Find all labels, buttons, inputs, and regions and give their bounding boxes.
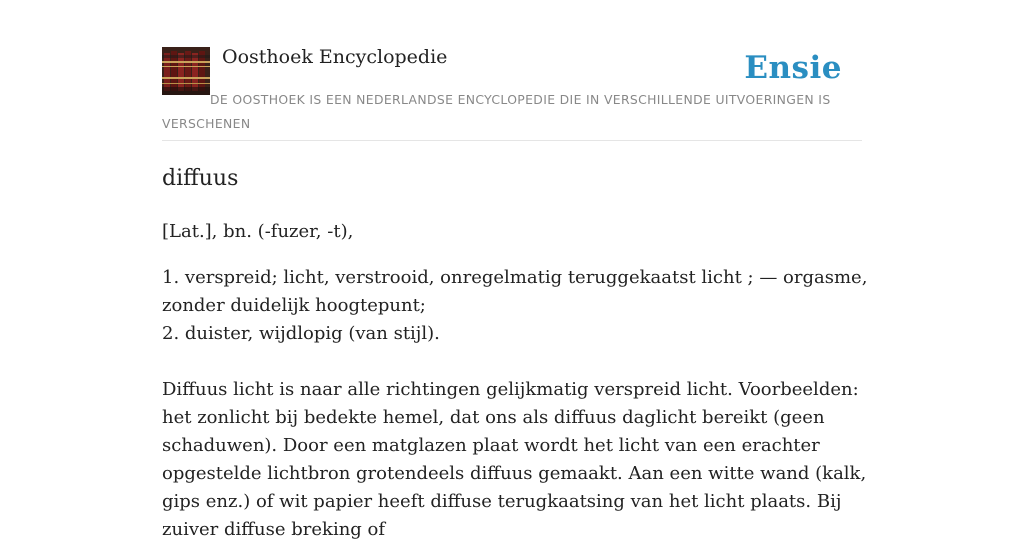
definition-item: 1. verspreid; licht, verstrooid, onregelmatig teruggekaatst licht ; — orgasme, zonder duidelijk hoogtepunt; [162,267,868,316]
site-tagline: DE OOSTHOEK IS EEN NEDERLANDSE ENCYCLOPEDIE DIE IN VERSCHILLENDE UITVOERINGEN IS VERSCHENEN [162,92,831,131]
entry-headword: diffuus [162,166,239,191]
entry-definitions [162,264,868,348]
site-header [162,44,862,141]
definition-item: 2. duister, wijdlopig (van stijl). [162,323,440,344]
entry-etymology: [Lat.], bn. (-fuzer, -t), [162,221,354,242]
brand-logo[interactable]: Ensie [744,50,842,86]
entry-content [162,160,868,544]
site-title[interactable]: Oosthoek Encyclopedie [222,46,448,68]
entry-body: Diffuus licht is naar alle richtingen gelijkmatig verspreid licht. Voorbeelden: het zonlicht bij bedekte hemel, dat ons als diffuus daglicht bereikt (geen schaduwen). Door een matglazen plaat wordt het licht van een erachter opgestelde lichtbron grotendeels diffuus gemaakt. Aan een witte wand (kalk, gips enz.) of wit papier heeft diffuse terugkaatsing van het licht plaats. Bij zuiver diffuse breking of [162,379,867,540]
